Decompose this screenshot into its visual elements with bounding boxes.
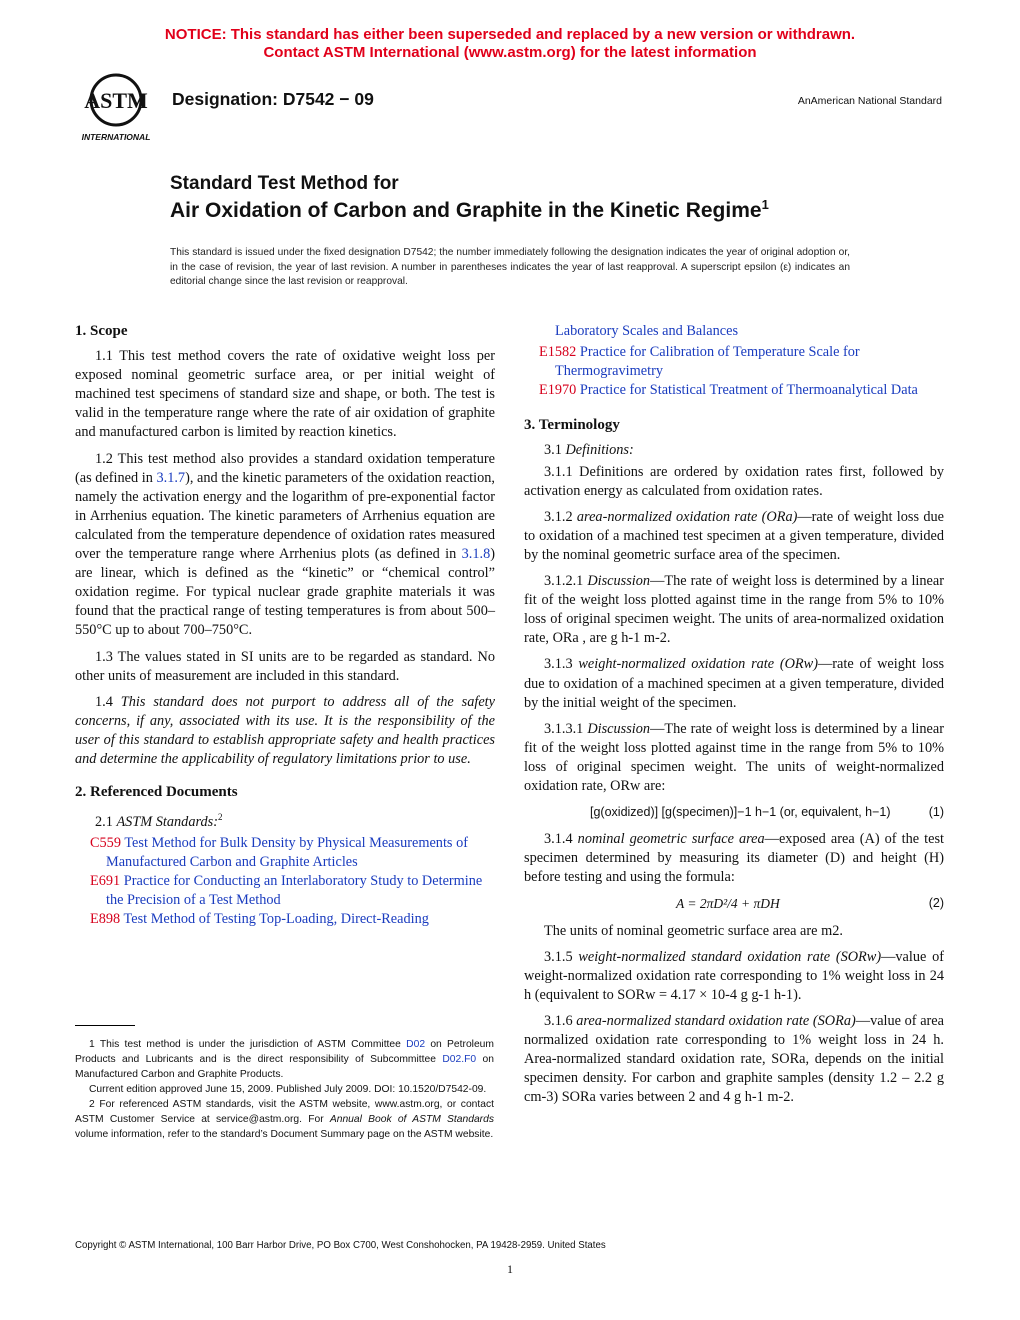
scope-1-1: 1.1 This test method covers the rate of oxidative weight loss per exposed nominal geometric surface area, or per initial weight of machined test specimens of standard size and shape, or both. The test is valid in the temperature range where the rate of air oxidation of graphite and manufactured carbon is limited by reaction kinetics. [75,348,495,441]
ref-e898-continued[interactable]: Laboratory Scales and Balances [555,323,739,339]
title-line-2: Air Oxidation of Carbon and Graphite in the Kinetic Regime$^1$ [170,197,769,222]
footnote-1: 1 This test method is under the jurisdiction of ASTM Committee D02 on Petroleum Products and Lubricants and is the direct responsibility of Subcommittee D02.F0 on Manufactured Carbon and Graphite Products. [75,1039,494,1080]
title-line-1: Standard Test Method for [170,173,399,194]
link-3-1-7[interactable]: 3.1.7 [156,469,186,486]
terminology-heading: 3. Terminology [524,417,620,434]
ref-e1582[interactable]: E1582 Practice for Calibration of Temperature Scale for Thermogravimetry [539,344,860,380]
term-3-1-4: 3.1.4 nominal geometric surface area—exposed area (A) of the test specimen determined by measuring its diameter (D) and height (H) before testing and using the formula: [524,831,944,886]
term-3-1-2: 3.1.2 area-normalized oxidation rate (ORa)—rate of weight loss due to oxidation of a machined test specimen at a given temperature, divided by the nominal geometric surface area of the specimen. [524,508,945,563]
equation-2 [524,894,944,913]
astm-standards-sub: 2.1 ASTM Standards:$^2$ [95,812,223,830]
referenced-heading: 2. Referenced Documents [75,784,238,801]
ref-c559[interactable]: C559 Test Method for Bulk Density by Physical Measurements of Manufactured Carbon and Graphite Articles [90,835,468,871]
footnote-2: 2 For referenced ASTM standards, visit the ASTM website, www.astm.org, or contact ASTM Customer Service at service@astm.org. For Annual Book of ASTM Standards volume information, refer to the standard’s Document Summary page on the ASTM website. [75,1099,494,1140]
ref-e1970[interactable]: E1970 Practice for Statistical Treatment of Thermoanalytical Data [539,382,918,399]
scope-1-2: 1.2 This test method also provides a standard oxidation temperature (as defined in 3.1.7), and the kinetic parameters of the oxidation reaction, namely the activation energy and the logarithm of pre-exponential factor in Arrhenius equation. The kinetic parameters of Arrhenius equation are calculated from the temperature dependence of oxidation rates measured over the temperature range where Arrhenius plots (as defined in 3.1.8) are linear, which is defined as the “kinetic” or “chemical control” oxidation regime. For typical nuclear grade graphite materials it was found that the practical range of testing temperatures is from about 500–550°C up to about 700–750°C. [75,450,495,639]
scope-1-4: 1.4 This standard does not purport to address all of the safety concerns, if any, associated with its use. It is the responsibility of the user of this standard to establish appropriate safety and health practices and determine the applicability of regulatory limitations prior to use. [75,693,495,767]
copyright: Copyright © ASTM International, 100 Barr Harbor Drive, PO Box C700, West Conshohocken, PA 19428-2959. United States [75,1240,606,1251]
notice-line-2: Contact ASTM International (www.astm.org) for the latest information [263,44,757,61]
definitions-sub: 3.1 Definitions: [544,442,634,459]
svg-text:INTERNATIONAL: INTERNATIONAL [81,132,151,142]
ref-e898[interactable]: E898 Test Method of Testing Top-Loading, Direct-Reading [90,911,429,928]
units-area: The units of nominal geometric surface area are m2. [544,922,843,939]
term-3-1-2-1: 3.1.2.1 Discussion—The rate of weight loss is determined by a linear fit of the weight loss plotted against time in the range from 5% to 10% loss of original specimen weight. The units of area-normalized oxidation rate, ORa , are g h-1 m-2. [524,573,945,647]
right-column [524,322,944,1114]
term-3-1-3: 3.1.3 weight-normalized oxidation rate (ORw)—rate of weight loss due to oxidation of a machined specimen at a given temperature, divided by the initial weight of the specimen. [524,656,945,711]
issued-note: This standard is issued under the fixed designation D7542; the number immediately following the designation indicates the year of original adoption or, in the case of revision, the year of last revision. A number in parentheses indicates the year of last reapproval. A superscript epsilon (ε) indicates an editorial change since the last revision or reapproval. [170,247,850,287]
term-3-1-5: 3.1.5 weight-normalized standard oxidation rate (SORw)—value of weight-normalized oxidation rate corresponding to 1% weight loss in 24 h (equivalent to SORw = 4.17 × 10-4 g g-1 h-1). [524,948,944,1003]
footnote-rule [75,1025,135,1026]
american-national-standard: AnAmerican National Standard [797,95,942,107]
footnote-1-edition: Current edition approved June 15, 2009. Published July 2009. DOI: 10.1520/D7542-09. [89,1084,487,1095]
equation-2-number: (2) [928,896,944,911]
svg-text:ASTM: ASTM [84,88,148,113]
page-number: 1 [507,1262,513,1276]
equation-1-number: (1) [928,805,944,820]
term-3-1-1: 3.1.1 Definitions are ordered by oxidation rates first, followed by activation energy as calculated from oxidation rates. [524,463,944,499]
term-3-1-6: 3.1.6 area-normalized standard oxidation rate (SORa)—value of area normalized oxidation rate corresponding to 1% weight loss in 24 h. Area-normalized standard oxidation rate, SORa, depends on the initial specimen density. For carbon and graphite samples (density 1.2 – 2.2 g cm-3) SORa varies between 2 and 4 g h-1 m-2. [524,1012,944,1106]
designation: Designation: D7542 − 09 [172,89,374,109]
ref-e691[interactable]: E691 Practice for Conducting an Interlaboratory Study to Determine the Precision of a Test Method [90,873,483,909]
link-3-1-8[interactable]: 3.1.8 [461,546,491,563]
notice-line-1: NOTICE: This standard has either been superseded and replaced by a new version or withdrawn. [164,26,856,43]
scope-heading: 1. Scope [75,323,128,339]
withdrawal-notice [0,26,1020,62]
term-3-1-3-1: 3.1.3.1 Discussion—The rate of weight loss is determined by a linear fit of the weight loss plotted against time in the range from 5% to 10% loss of original specimen weight. The units of weight-normalized oxidation rate, ORw are: [524,720,945,794]
link-d02-f0[interactable]: D02.F0 [442,1054,477,1065]
link-d02[interactable]: D02 [406,1039,426,1050]
equation-2-body: A = 2πD²/4 + πDH [676,896,780,912]
equation-1 [524,803,944,822]
footnotes [75,1037,494,1142]
astm-logo-icon [70,72,162,144]
left-column [75,322,495,929]
equation-1-body: [g(oxidized)] [g(specimen)]−1 h−1 (or, equivalent, h−1) [590,805,891,820]
scope-1-3: 1.3 The values stated in SI units are to be regarded as standard. No other units of measurement are included in this standard. [75,648,495,684]
